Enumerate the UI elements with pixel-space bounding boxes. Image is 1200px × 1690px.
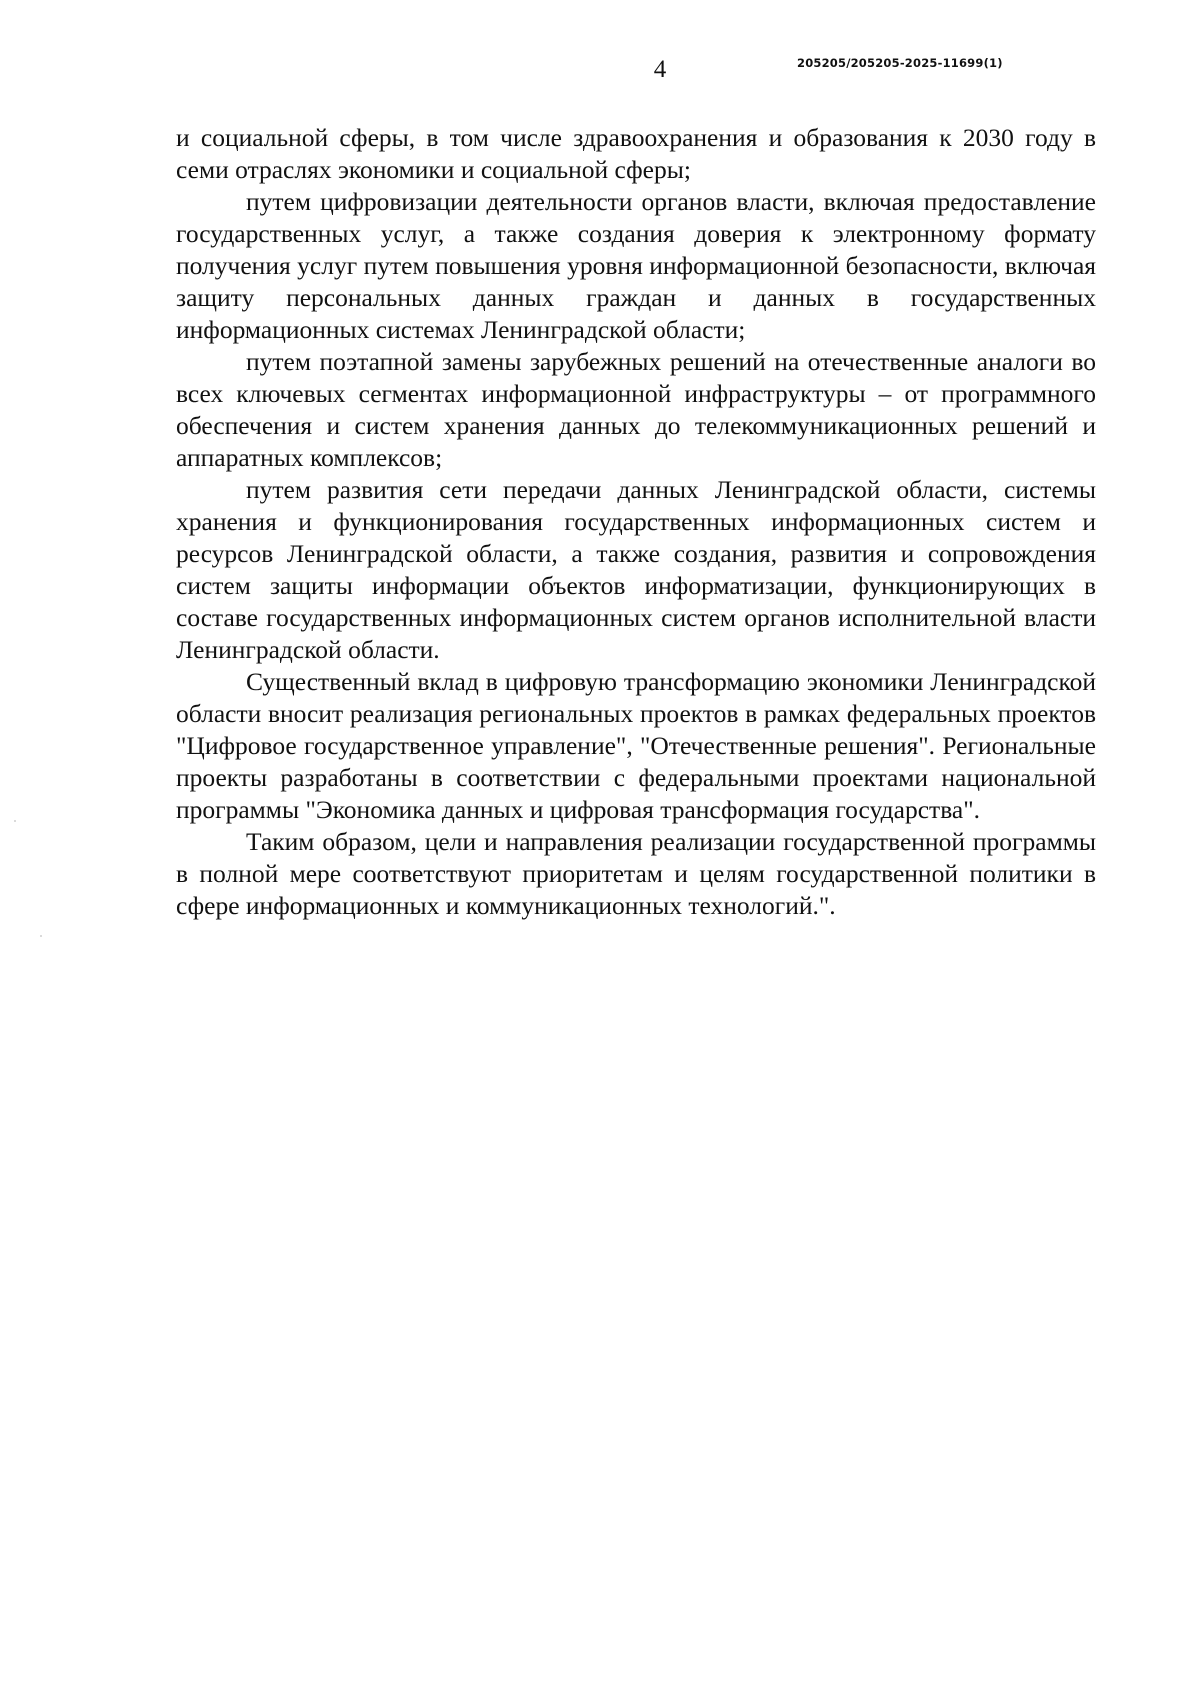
scan-artifact bbox=[14, 820, 16, 822]
document-id: 205205/205205-2025-11699(1) bbox=[797, 56, 1003, 70]
paragraph: путем цифровизации деятельности органов власти, включая предоставление государственных услуг, а также создания доверия к электронному формату получения услуг путем повышения уровня информационной безопасности, включая защиту персональных данных граждан и данных в государственных информационных системах Ленинградской области; bbox=[176, 187, 1096, 344]
document-body bbox=[176, 122, 1096, 922]
scan-artifact bbox=[40, 935, 42, 937]
paragraph: Существенный вклад в цифровую трансформацию экономики Ленинградской области вносит реализация региональных проектов в рамках федеральных проектов "Цифровое государственное управление", "Отечественные решения". Региональные проекты разработаны в соответствии с федеральными проектами национальной программы "Экономика данных и цифровая трансформация государства". bbox=[176, 667, 1096, 824]
paragraph: и социальной сферы, в том числе здравоохранения и образования к 2030 году в семи отраслях экономики и социальной сферы; bbox=[176, 123, 1096, 184]
paragraph: Таким образом, цели и направления реализации государственной программы в полной мере соответствуют приоритетам и целям государственной политики в сфере информационных и коммуникационных технологий.". bbox=[176, 827, 1096, 920]
page-number: 4 bbox=[653, 56, 667, 83]
paragraph: путем поэтапной замены зарубежных решений на отечественные аналоги во всех ключевых сегментах информационной инфраструктуры – от программного обеспечения и систем хранения данных до телекоммуникационных решений и аппаратных комплексов; bbox=[176, 347, 1096, 472]
paragraph: путем развития сети передачи данных Ленинградской области, системы хранения и функционирования государственных информационных систем и ресурсов Ленинградской области, а также создания, развития и сопровождения систем защиты информации объектов информатизации, функционирующих в составе государственных информационных систем органов исполнительной власти Ленинградской области. bbox=[176, 475, 1096, 664]
